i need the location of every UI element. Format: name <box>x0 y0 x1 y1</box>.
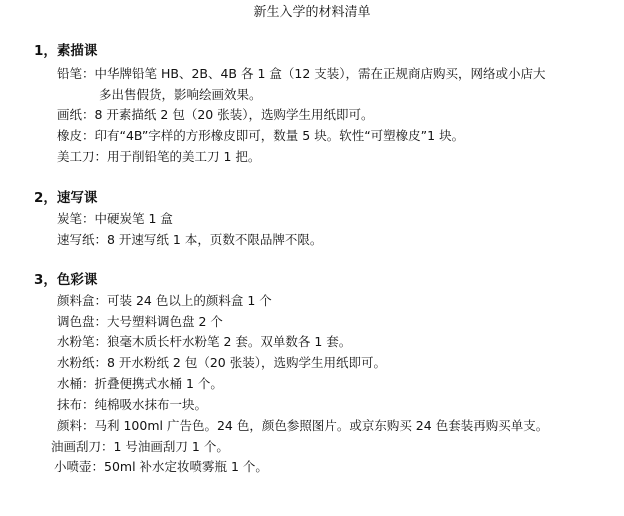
list-item-spray-bottle: 小喷壶：50ml 补水定妆喷雾瓶 1 个。 <box>54 459 268 474</box>
list-item-pencil: 铅笔：中华牌铅笔 HB、2B、4B 各 1 盒（12 支装），需在正规商店购买，网络或小店大 <box>57 66 546 81</box>
page-title: 新生入学的材料清单 <box>253 5 371 20</box>
list-item-pencil-continued: 多出售假货，影响绘画效果。 <box>99 87 262 102</box>
list-item-gouache-paper: 水粉纸：8 开水粉纸 2 包（20 张装），选购学生用纸即可。 <box>57 355 386 370</box>
list-item-drawing-paper: 画纸：8 开素描纸 2 包（20 张装），选购学生用纸即可。 <box>57 107 374 122</box>
list-item-charcoal: 炭笔：中硬炭笔 1 盒 <box>57 211 173 226</box>
list-item-utility-knife: 美工刀：用于削铅笔的美工刀 1 把。 <box>57 149 261 164</box>
section-heading-sketch: 1，素描课 <box>34 43 98 59</box>
section-heading-sketching: 2，速写课 <box>34 190 98 206</box>
list-item-water-bucket: 水桶：折叠便携式水桶 1 个。 <box>57 376 223 391</box>
list-item-palette-knife: 油画刮刀：1 号油画刮刀 1 个。 <box>51 439 229 454</box>
section-heading-color: 3，色彩课 <box>34 272 98 288</box>
list-item-gouache-brush: 水粉笔：狼毫木质长杆水粉笔 2 套。双单数各 1 套。 <box>57 334 352 349</box>
list-item-palette: 调色盘：大号塑料调色盘 2 个 <box>57 314 223 329</box>
list-item-eraser: 橡皮：印有“4B”字样的方形橡皮即可，数量 5 块。软性“可塑橡皮”1 块。 <box>57 128 465 143</box>
list-item-rag: 抹布：纯棉吸水抹布一块。 <box>57 397 208 412</box>
list-item-paint-box: 颜料盒：可装 24 色以上的颜料盒 1 个 <box>57 293 272 308</box>
list-item-paint: 颜料：马利 100ml 广告色。24 色，颜色参照图片。或京东购买 24 色套装再购买单支。 <box>57 418 549 433</box>
list-item-sketch-paper: 速写纸：8 开速写纸 1 本，页数不限品牌不限。 <box>57 232 323 247</box>
